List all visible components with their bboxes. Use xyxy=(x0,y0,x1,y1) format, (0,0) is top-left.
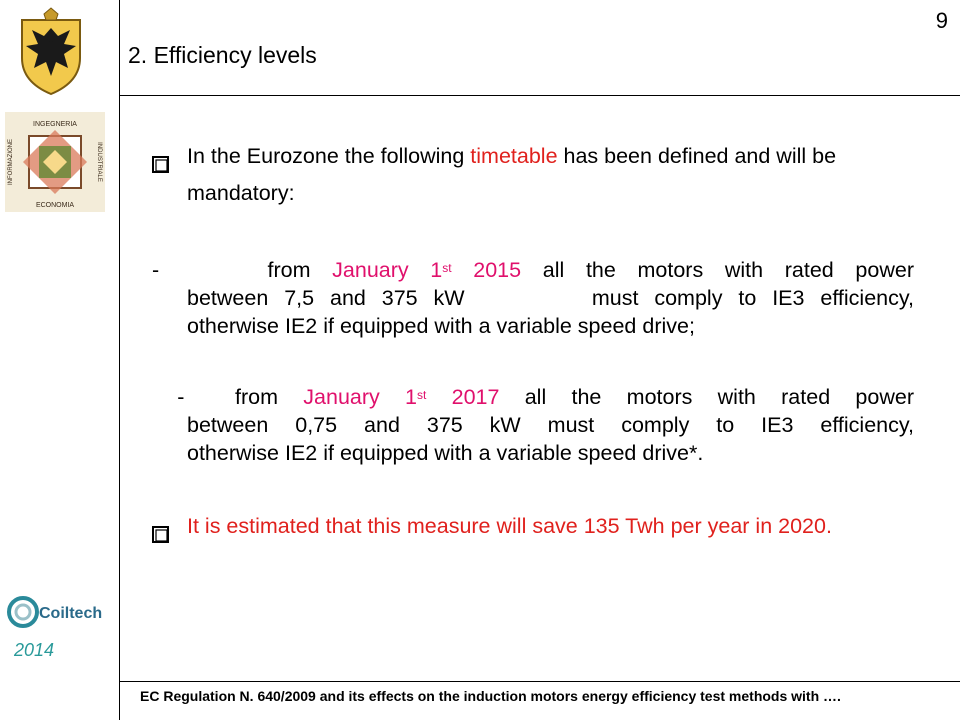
timetable-item-2015 xyxy=(152,256,914,340)
bullet-savings xyxy=(152,508,914,555)
dept-logo-word-3: INFORMAZIONE xyxy=(8,139,14,185)
item-2015-line1: - from January 1st 2015 all the motors with rated power xyxy=(152,258,914,282)
item-2015-line2: between 7,5 and 375 kW must comply to IE3 efficiency, xyxy=(187,286,914,310)
year-label: 2014 xyxy=(14,640,55,660)
timetable-highlight: timetable xyxy=(470,144,558,168)
bullet-savings-text: It is estimated that this measure will save 135 Twh per year in 2020. xyxy=(187,514,832,538)
header-divider xyxy=(119,95,960,96)
timetable-item-2017 xyxy=(152,383,914,467)
item-2017-line3: otherwise IE2 if equipped with a variable speed drive*. xyxy=(187,441,704,465)
item-2015-line3: otherwise IE2 if equipped with a variable speed drive; xyxy=(187,314,695,338)
bullet-timetable xyxy=(152,138,914,212)
date-2017: January 1st 2017 xyxy=(303,385,500,409)
eagle-crest-icon xyxy=(8,6,94,96)
checkbox-bullet-icon xyxy=(152,508,187,555)
dept-logo-word-4: INDUSTRIALE xyxy=(96,142,102,182)
item-2017-line1: - from January 1st 2017 all the motors with rated power xyxy=(177,385,914,409)
page-number: 9 xyxy=(935,8,948,33)
footer-text: EC Regulation N. 640/2009 and its effects on the induction motors energy efficiency test methods with …. xyxy=(140,688,841,704)
checkbox-bullet-icon xyxy=(152,138,187,212)
date-2015: January 1st 2015 xyxy=(332,258,522,282)
dept-logo-word-1: INGEGNERIA xyxy=(33,121,77,128)
slide-title: 2. Efficiency levels xyxy=(128,42,317,68)
sidebar-divider xyxy=(119,0,120,720)
item-2017-line2: between 0,75 and 375 kW must comply to IE3 efficiency, xyxy=(187,413,914,437)
svg-text:Coiltech: Coiltech xyxy=(39,605,103,622)
bullet-timetable-text: In the Eurozone the following timetable has been defined and will be mandatory: xyxy=(187,144,837,205)
department-logo-icon xyxy=(5,112,105,212)
dept-logo-word-2: ECONOMIA xyxy=(35,202,75,209)
footer-divider xyxy=(119,681,960,682)
coiltech-logo xyxy=(5,592,117,632)
